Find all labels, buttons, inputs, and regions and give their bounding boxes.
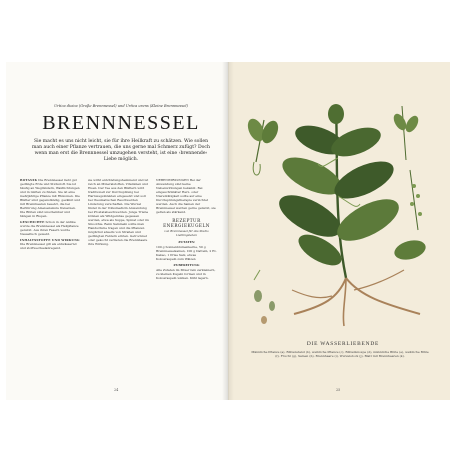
heading-wirkung: INHALTSSTOFFE UND WIRKUNG [20,238,80,242]
nettle-illustration [234,100,442,332]
book-spread [6,62,450,400]
page-number-right: 25 [336,388,341,392]
paragraph-geschichte [20,220,81,236]
seed-details-illustration [254,270,275,324]
column-2 [88,178,149,392]
book-gutter [222,62,234,400]
main-nettle-plant [273,104,405,278]
nettle-sprig-illustration [245,116,282,175]
root-illustration [292,270,420,326]
left-page [6,62,228,400]
text-geschichte: Schon in der Antike wurde die Brennnessel als Heilpflanze genutzt. Aus ihren Fasern wurde Nesseltuch gewebt. [20,220,79,236]
ingredients-heading: ZUTATEN [178,240,195,244]
detail-sprigs-illustration [391,106,428,263]
preparation-heading: ZUBEREITUNG [173,263,200,267]
page-number-left: 24 [114,388,119,392]
page-title: BRENNNESSEL [42,112,200,134]
heading-geschichte: GESCHICHTE [20,220,45,224]
body-columns [20,178,218,392]
right-page [228,62,450,400]
column-3 [156,178,217,392]
intro-paragraph: Sie macht es uns nicht leicht, sie für ihre Heilkraft zu schätzen. Wie sollen man auch einer Pflanze vertrauen, die uns gerne mal Schmerz zufügt? Doch wenn man erst die Brennnessel umzugehen versteht, ist eine ›brennende‹ Liebe möglich. [32,139,210,162]
text-botanik: Die Brennnessel liebt gut gedüngte Erde und Stickstoff. Sie ist häufig an Wegrändern, Waldlichtungen und in Gärten zu finden. Sie ist eine mehrjährige Pflanze mit Rhizomen. Die Blätter sind gegenständig, gezähnt und mit Brennhaaren besetzt, die bei Berührung Ameisensäure freisetzen. Die Blüten sind unscheinbar und hängen in Rispen. [20,178,81,218]
paragraph-wirkung [20,238,81,250]
preparation-text: Alle Zutaten im Mixer fein zerkleinern, zu kleinen Kugeln formen und in Kokosraspeln wälzen. Kühl lagern. [156,268,216,280]
heading-botanik: BOTANIK [20,178,38,182]
paragraph-column-2: sie wirkt entzündungshemmend und ist reich an Mineralstoffen, Vitaminen und Eisen. Der Tee aus den Blättern wird traditionell zur Durchspülung bei Harnwegsinfekten eingesetzt und soll bei rheumatischen Beschwerden Linderung verschaffen. Die Wurzel findet in der Volksmedizin Anwendung bei Prostatabeschwerden. Junge Triebe können als Wildgemüse gegessen werden, etwa als Suppe, Spinat oder im Smoothie. Beim Sammeln sollte man Handschuhe tragen und die Pflanzen möglichst abseits von Straßen und gedüngten Feldern ernten. Getrocknet oder gekocht verlieren die Brennhaare ihre Wirkung. [88,178,149,246]
text-wirkung: Die Brennnessel gilt als entwässernd und stoffwechselanregend. [20,242,77,250]
paragraph-nebenwirkungen: NEBENWIRKUNGEN Bei der Anwendung sind keine Nebenwirkungen bekannt. Bei eingeschränkter Herz- oder Nierentätigkeit sollte auf eine Durchspülungstherapie verzichtet werden. Auch die Samen der Brennnessel werden gerne genutzt, sie gelten als stärkend. [156,178,216,214]
caption-legend: Männliche Pflanze (a), Blütenstand (b), weibliche Pflanze (c), Blütenknospe (d), männliche Blüte (e), weibliche Blüte (f), Frucht (g), Samen (h), Brennhaare (i), Wurzelstock (j), Blatt mit Brennhaaren (k). [251,350,429,358]
recipe-byline: von Brennnessel für das Studio Lieblingsleben [164,229,209,237]
illustration-caption: DIE WASSERLIEBENDE [306,341,380,347]
column-1 [20,178,81,392]
recipe-title: REZEPTUR ENERGIEKUGELN [163,218,210,228]
ingredients-text: 100 g Sonnenblumenkerne, 50 g Brennnesselsamen, 100 g Datteln, 2 EL Kakao, 1 Prise Salz, etwas Kokosraspeln zum Wälzen [156,245,217,261]
paragraph-botanik [20,178,81,218]
latin-subtitle: Urtica dioica (Große Brennnessel) und Urtica urens (Kleine Brennnessel) [54,104,188,108]
